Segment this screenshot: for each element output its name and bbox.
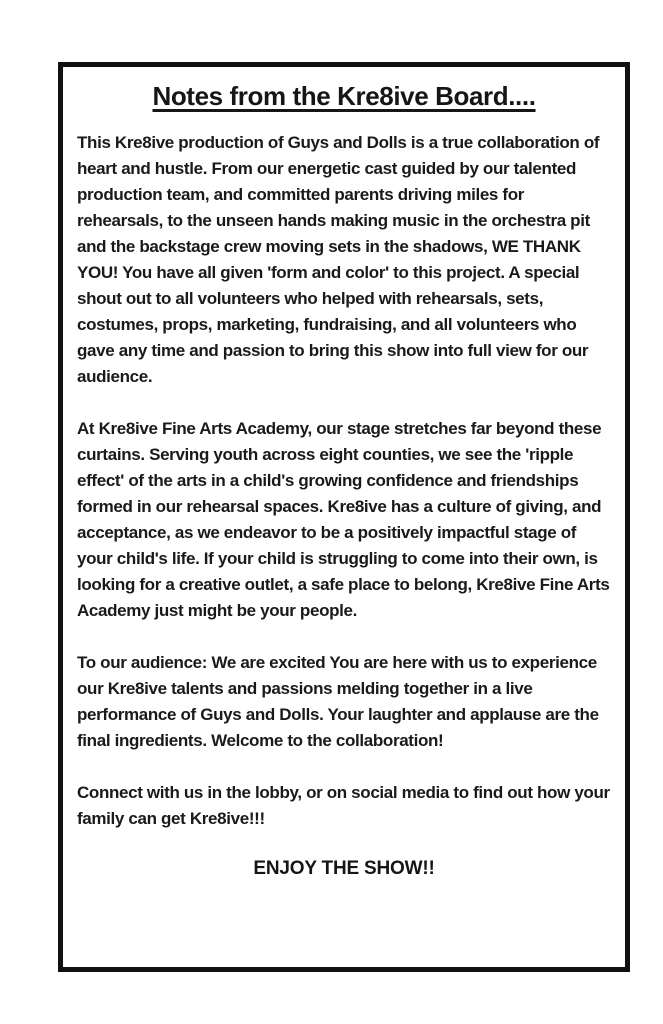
paragraph-academy-mission: At Kre8ive Fine Arts Academy, our stage stretches far beyond these curtains. Serving youth across eight counties, we see the 'ripple effect' of the arts in a child's growing confidence and friendships formed in our rehearsal spaces. Kre8ive has a culture of giving, and acceptance, as we endeavor to be a positively impactful stage of your child's life. If your child is struggling to come into their own, is looking for a creative outlet, a safe place to belong, Kre8ive Fine Arts Academy just might be your people.	[77, 419, 610, 620]
paragraph-thank-you: This Kre8ive production of Guys and Dolls is a true collaboration of heart and hustle. From our energetic cast guided by our talented production team, and committed parents driving miles for rehearsals, to the unseen hands making music in the orchestra pit and the backstage crew moving sets in the shadows, WE THANK YOU! You have all given 'form and color' to this project. A special shout out to all volunteers who helped with rehearsals, sets, costumes, props, marketing, fundraising, and all volunteers who gave any time and passion to bring this show into full view for our audience.	[77, 133, 600, 386]
closing-line: ENJOY THE SHOW!!	[253, 858, 435, 879]
paragraph-connect: Connect with us in the lobby, or on social media to find out how your family can get Kre8ive!!!	[77, 783, 610, 828]
page-title: Notes from the Kre8ive Board....	[152, 81, 536, 111]
paragraph-to-audience: To our audience: We are excited You are here with us to experience our Kre8ive talents and passions melding together in a live performance of Guys and Dolls. Your laughter and applause are the final ingredients. Welcome to the collaboration!	[77, 653, 599, 750]
board-notes-box	[58, 62, 630, 972]
